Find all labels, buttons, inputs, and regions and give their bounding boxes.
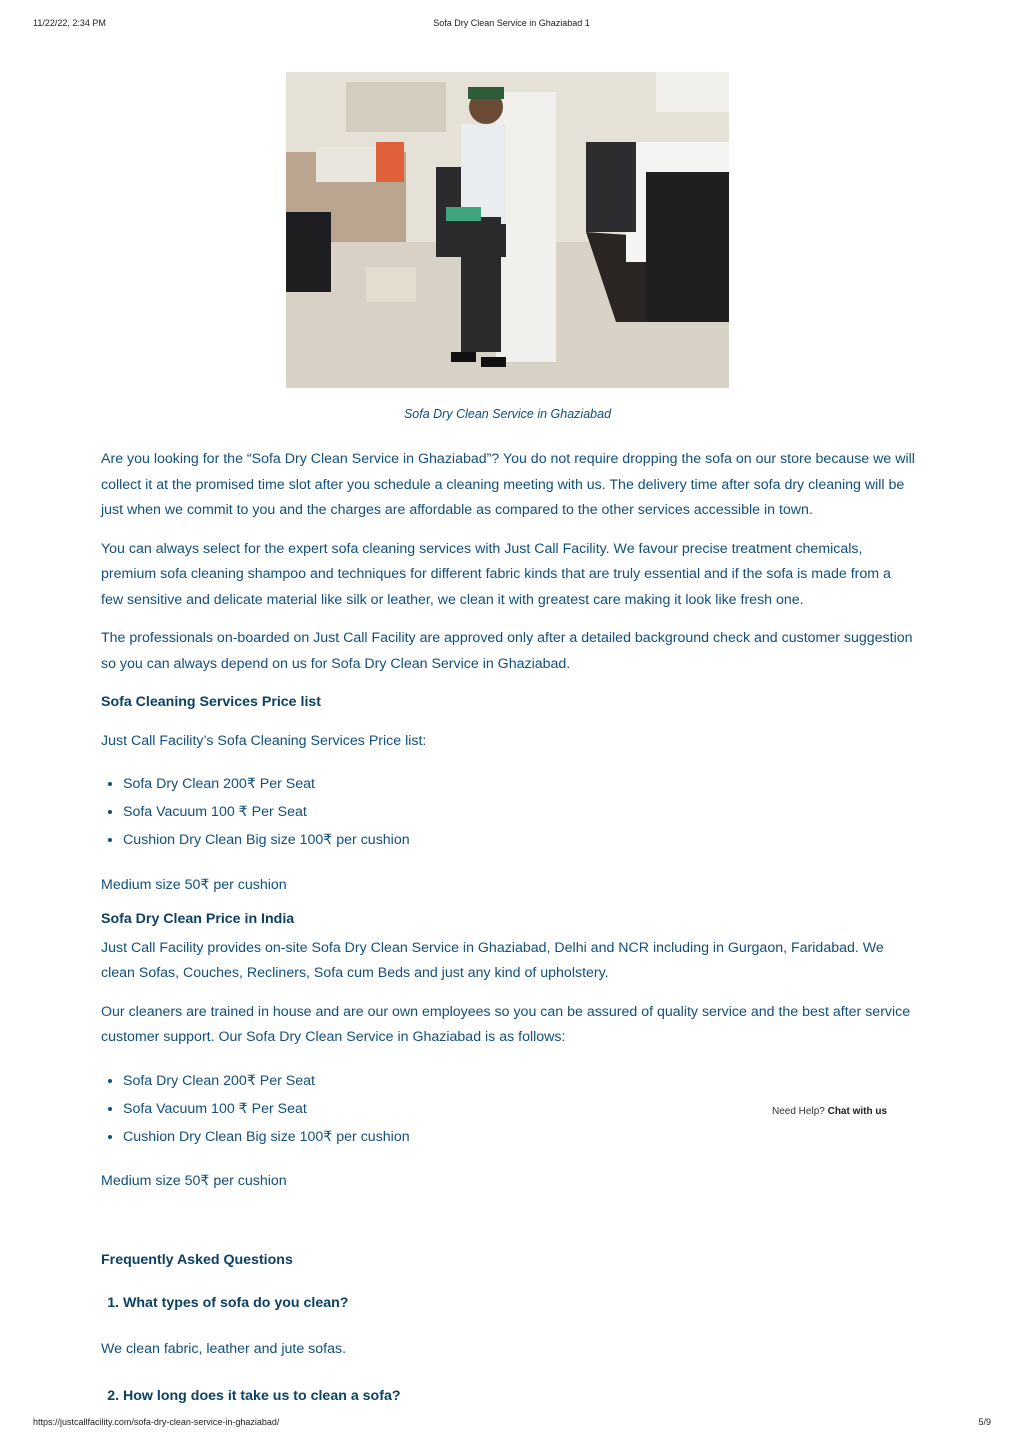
chat-prompt: Need Help?	[772, 1106, 825, 1117]
india-price-note: Medium size 50₹ per cushion	[101, 1173, 287, 1190]
chat-link[interactable]: Chat with us	[827, 1106, 888, 1117]
print-datetime: 11/22/22, 2:34 PM	[33, 18, 106, 28]
list-item: • Sofa Dry Clean 200₹ Per Seat	[123, 770, 916, 798]
faq-heading: Frequently Asked Questions	[101, 1251, 293, 1268]
faq-list-1	[101, 1291, 916, 1316]
intro-paragraph-2: You can always select for the expert sofa cleaning services with Just Call Facility. We favour precise treatment chemicals, premium sofa cleaning shampoo and techniques for different fabric kinds that are truly essential and if the sofa is made from a few sensitive and delicate material like silk or leather, we clean it with greatest care making it look like fresh one.	[101, 540, 891, 608]
photo-caption: Sofa Dry Clean Service in Ghaziabad	[403, 407, 612, 421]
list-item: • Cushion Dry Clean Big size 100₹ per cushion	[123, 1123, 916, 1151]
price-list-intro: Just Call Facility’s Sofa Cleaning Services Price list:	[101, 732, 427, 749]
list-item: • Cushion Dry Clean Big size 100₹ per cushion	[123, 826, 916, 854]
faq-question-2: 2. How long does it take us to clean a sofa?	[123, 1384, 916, 1409]
faq-answer-1: We clean fabric, leather and jute sofas.	[101, 1341, 347, 1358]
india-paragraph-2: Our cleaners are trained in house and are our own employees so you can be assured of quality service and the best after service customer support. Our Sofa Dry Clean Service in Ghaziabad is as follows:	[101, 1003, 911, 1046]
faq-question-1: 1. What types of sofa do you clean?	[123, 1291, 916, 1316]
chat-widget[interactable]	[772, 1106, 887, 1117]
sofa-cleaning-photo	[286, 72, 729, 388]
price-list-heading: Sofa Cleaning Services Price list	[101, 694, 322, 710]
price-list	[101, 770, 916, 855]
india-paragraph-1: Just Call Facility provides on-site Sofa Dry Clean Service in Ghaziabad, Delhi and NCR including in Gurgaon, Faridabad. We clean Sofas, Couches, Recliners, Sofa cum Beds and just any kind of upholstery.	[101, 939, 884, 982]
article-body	[101, 447, 916, 1409]
intro-paragraph-3: The professionals on-boarded on Just Call Facility are approved only after a detailed background check and customer suggestion so you can always depend on us for Sofa Dry Clean Service in Ghaziabad.	[101, 630, 913, 672]
list-item: • Sofa Vacuum 100 ₹ Per Seat	[123, 798, 916, 826]
print-url: https://justcallfacility.com/sofa-dry-clean-service-in-ghaziabad/	[33, 1417, 280, 1427]
print-title: Sofa Dry Clean Service in Ghaziabad 1	[433, 18, 590, 28]
price-list-note: Medium size 50₹ per cushion	[101, 876, 287, 893]
list-item: • Sofa Vacuum 100 ₹ Per Seat	[123, 1095, 916, 1123]
india-price-heading: Sofa Dry Clean Price in India	[101, 911, 295, 928]
faq-list-2	[101, 1384, 916, 1409]
intro-paragraph-1: Are you looking for the “Sofa Dry Clean Service in Ghaziabad”? You do not require dropping the sofa on our store because we will collect it at the promised time slot after you schedule a cleaning meeting with us. The delivery time after sofa dry cleaning will be just when we commit to you and the charges are affordable as compared to the other services accessible in town.	[101, 451, 915, 518]
photo-illustration	[286, 72, 729, 388]
print-page-number: 5/9	[978, 1417, 991, 1427]
list-item: • Sofa Dry Clean 200₹ Per Seat	[123, 1067, 916, 1095]
